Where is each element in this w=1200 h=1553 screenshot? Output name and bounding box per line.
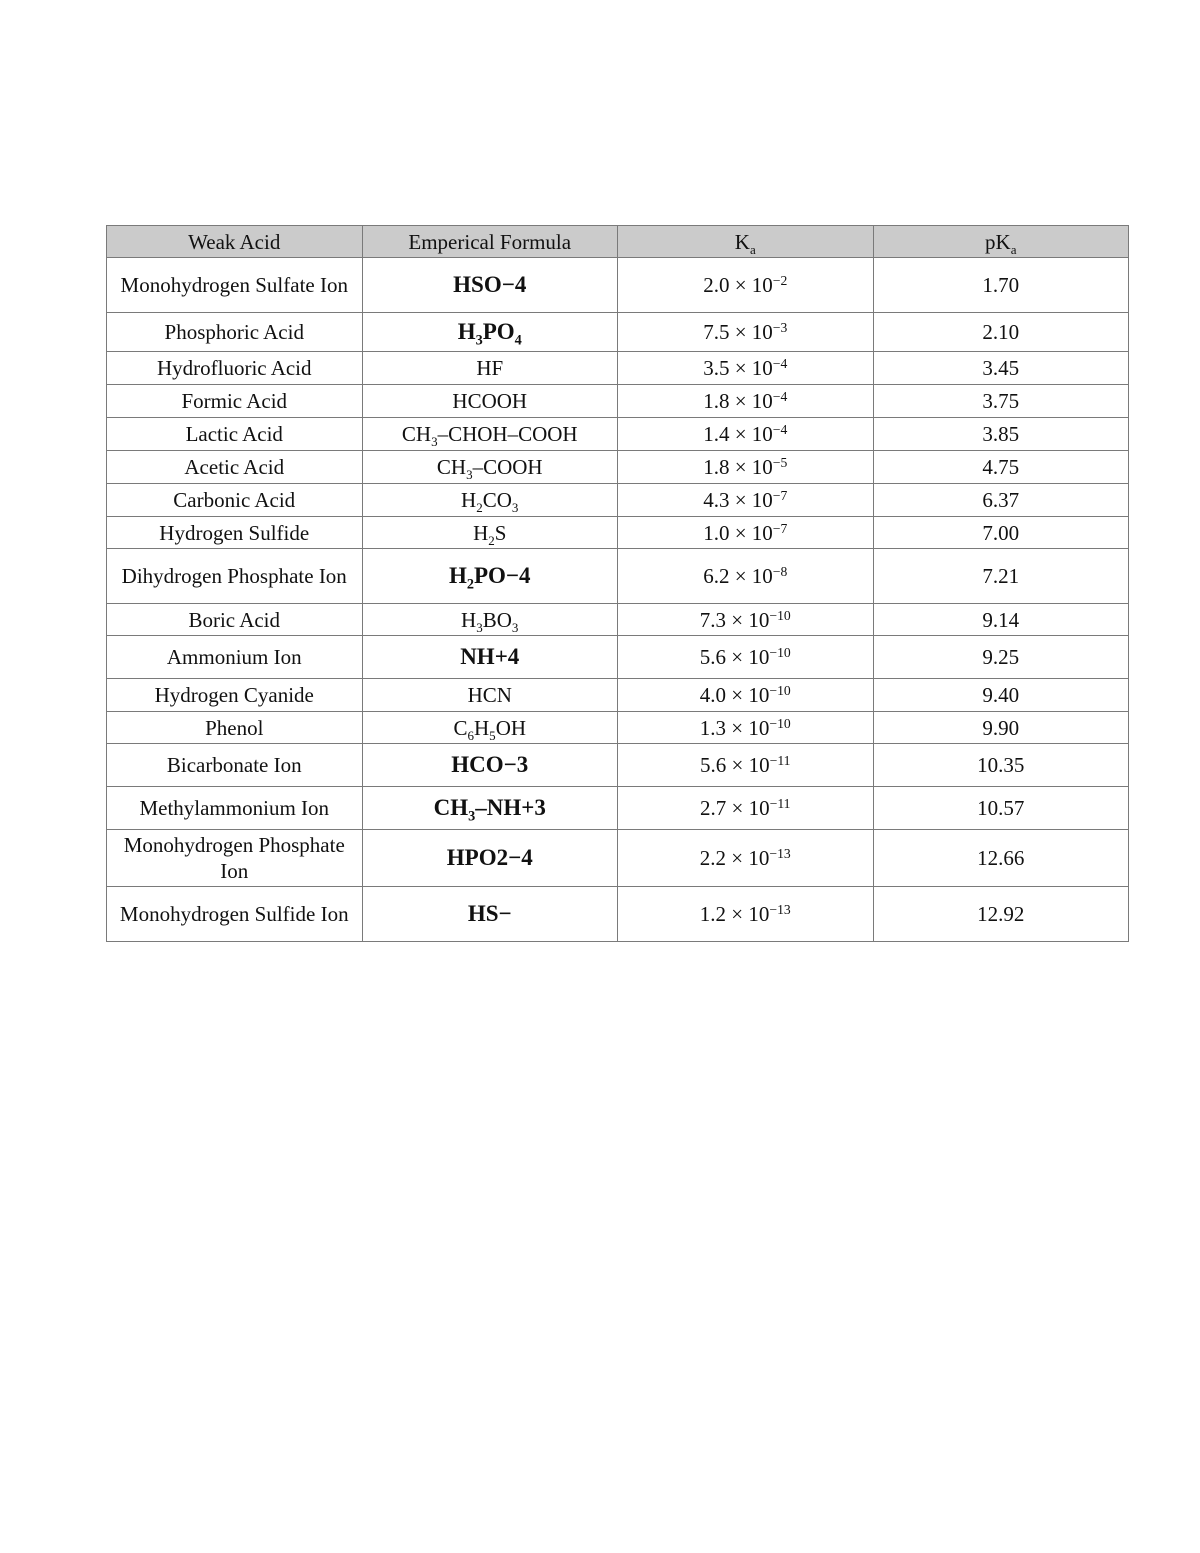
formula-cell: HPO2−4 xyxy=(362,830,618,887)
table-row xyxy=(107,549,1129,604)
formula-cell: HCO−3 xyxy=(362,744,618,787)
pka-cell: 12.66 xyxy=(873,830,1129,887)
header-pka: $pK_a$ xyxy=(873,226,1129,258)
acid-name-cell: Phenol xyxy=(107,712,363,744)
acid-name-cell: Bicarbonate Ion xyxy=(107,744,363,787)
pka-cell: 2.10 xyxy=(873,313,1129,352)
pka-cell: 4.75 xyxy=(873,451,1129,484)
header-weak-acid: Weak Acid xyxy=(107,226,363,258)
table-row xyxy=(107,679,1129,712)
acid-name-cell: Monohydrogen Sulfate Ion xyxy=(107,258,363,313)
ka-cell: $2.7 \times 10^{-11}$ xyxy=(618,787,874,830)
table-row xyxy=(107,313,1129,352)
ka-cell: $4.0 \times 10^{-10}$ xyxy=(618,679,874,712)
ka-cell: $1.3 \times 10^{-10}$ xyxy=(618,712,874,744)
pka-cell: 6.37 xyxy=(873,484,1129,517)
ka-cell: $7.3 \times 10^{-10}$ xyxy=(618,604,874,636)
formula-cell: $C_6H_5OH$ xyxy=(362,712,618,744)
table-row xyxy=(107,744,1129,787)
table-body xyxy=(107,258,1129,942)
table-row xyxy=(107,484,1129,517)
ka-cell: $5.6 \times 10^{-10}$ xyxy=(618,636,874,679)
ka-cell: $1.8 \times 10^{-4}$ xyxy=(618,385,874,418)
pka-cell: 7.00 xyxy=(873,517,1129,549)
acid-name-cell: Dihydrogen Phosphate Ion xyxy=(107,549,363,604)
pka-cell: 3.45 xyxy=(873,352,1129,385)
acid-name-cell: Boric Acid xyxy=(107,604,363,636)
pka-cell: 9.40 xyxy=(873,679,1129,712)
acid-name-cell: Hydrofluoric Acid xyxy=(107,352,363,385)
ka-cell: $1.2 \times 10^{-13}$ xyxy=(618,887,874,942)
table-header-row xyxy=(107,226,1129,258)
formula-cell: $H_3BO_3$ xyxy=(362,604,618,636)
pka-cell: 3.75 xyxy=(873,385,1129,418)
acid-name-cell: Hydrogen Sulfide xyxy=(107,517,363,549)
table-row xyxy=(107,451,1129,484)
table-row xyxy=(107,352,1129,385)
ka-cell: $1.0 \times 10^{-7}$ xyxy=(618,517,874,549)
formula-cell: $H_2S$ xyxy=(362,517,618,549)
pka-cell: 7.21 xyxy=(873,549,1129,604)
ka-cell: $5.6 \times 10^{-11}$ xyxy=(618,744,874,787)
ka-cell: $6.2 \times 10^{-8}$ xyxy=(618,549,874,604)
acid-name-cell: Monohydrogen Sulfide Ion xyxy=(107,887,363,942)
table-row xyxy=(107,830,1129,887)
table-row xyxy=(107,517,1129,549)
acid-name-cell: Methylammonium Ion xyxy=(107,787,363,830)
formula-cell: HCN xyxy=(362,679,618,712)
table-row xyxy=(107,604,1129,636)
formula-cell: NH+4 xyxy=(362,636,618,679)
formula-cell: $H_3PO_4$ xyxy=(362,313,618,352)
formula-cell: HSO−4 xyxy=(362,258,618,313)
table-row xyxy=(107,636,1129,679)
pka-cell: 3.85 xyxy=(873,418,1129,451)
acid-name-cell: Acetic Acid xyxy=(107,451,363,484)
formula-cell: $H_2CO_3$ xyxy=(362,484,618,517)
table-row xyxy=(107,258,1129,313)
formula-cell: $CH_3$–COOH xyxy=(362,451,618,484)
table-row xyxy=(107,712,1129,744)
header-ka: $K_a$ xyxy=(618,226,874,258)
pka-cell: 1.70 xyxy=(873,258,1129,313)
acid-name-cell: Carbonic Acid xyxy=(107,484,363,517)
formula-cell: HCOOH xyxy=(362,385,618,418)
header-formula: Emperical Formula xyxy=(362,226,618,258)
formula-cell: HF xyxy=(362,352,618,385)
acid-name-cell: Hydrogen Cyanide xyxy=(107,679,363,712)
acid-name-cell: Lactic Acid xyxy=(107,418,363,451)
formula-cell: $CH_3-CHOH$–COOH xyxy=(362,418,618,451)
ka-cell: $7.5 \times 10^{-3}$ xyxy=(618,313,874,352)
pka-cell: 9.25 xyxy=(873,636,1129,679)
acid-name-cell: Ammonium Ion xyxy=(107,636,363,679)
acid-name-cell: Monohydrogen Phosphate Ion xyxy=(107,830,363,887)
formula-cell: $CH_3-NH+3$ xyxy=(362,787,618,830)
ka-cell: $1.4 \times 10^{-4}$ xyxy=(618,418,874,451)
ka-cell: $1.8 \times 10^{-5}$ xyxy=(618,451,874,484)
acid-name-cell: Phosphoric Acid xyxy=(107,313,363,352)
pka-cell: 9.14 xyxy=(873,604,1129,636)
table-row xyxy=(107,887,1129,942)
acid-name-cell: Formic Acid xyxy=(107,385,363,418)
pka-cell: 10.35 xyxy=(873,744,1129,787)
weak-acid-table xyxy=(106,225,1129,942)
formula-cell: $H_2PO-4$ xyxy=(362,549,618,604)
table-row xyxy=(107,418,1129,451)
ka-cell: $4.3 \times 10^{-7}$ xyxy=(618,484,874,517)
pka-cell: 9.90 xyxy=(873,712,1129,744)
pka-cell: 12.92 xyxy=(873,887,1129,942)
pka-cell: 10.57 xyxy=(873,787,1129,830)
ka-cell: $2.2 \times 10^{-13}$ xyxy=(618,830,874,887)
formula-cell: HS− xyxy=(362,887,618,942)
ka-cell: $2.0 \times 10^{-2}$ xyxy=(618,258,874,313)
table-row xyxy=(107,385,1129,418)
table-row xyxy=(107,787,1129,830)
ka-cell: $3.5 \times 10^{-4}$ xyxy=(618,352,874,385)
